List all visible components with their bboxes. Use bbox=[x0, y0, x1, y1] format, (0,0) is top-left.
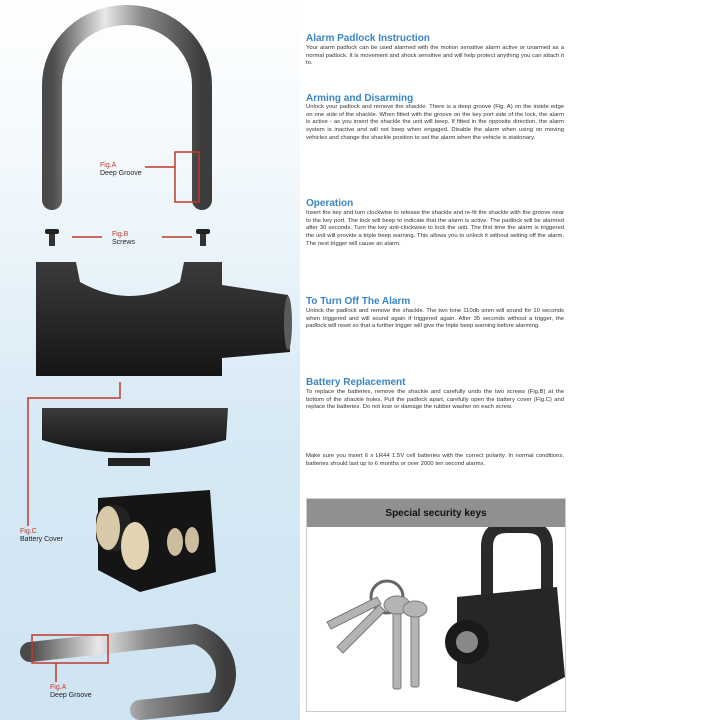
fig-c-text: Battery Cover bbox=[20, 536, 63, 543]
keys-photo bbox=[307, 527, 565, 711]
battery-note: Make sure you insert 6 x LR44 1.5V cell batteries with the correct polarity. In normal conditions, batteries should last up to 6 months or over 2000 ten second alarms. bbox=[306, 453, 564, 467]
screw-left bbox=[45, 229, 59, 246]
section-body-operation: Insert the key and turn clockwise to release the shackle and re-fit the shackle with the groove near to the key port. The lock will beep to indicate that the alarm is active. The padlock will be alarmed after 30 seconds. Turn the key anti-clockwise to lock the unit. The first time the alarm is triggered the unit will provide a triple beep warning. This allows you to unlock it without setting off the alarm. The next trigger will cause an alarm. bbox=[306, 210, 564, 247]
fig-a-tag: Fig.A bbox=[100, 162, 117, 169]
fig-a-label-bottom bbox=[50, 684, 92, 700]
fig-b-label bbox=[112, 231, 135, 247]
section-body-battery: To replace the batteries, remove the shackle and carefully undo the two screws (Fig.B) at the bottom of the shackle holes. Pull the padlock apart, carefully open the battery cover (Fig.C) and replace the batteries. Do not lose or damage the rubber washer on each screw. bbox=[306, 389, 564, 411]
section-title-instruction: Alarm Padlock Instruction bbox=[306, 33, 430, 44]
padlock-illustration-panel bbox=[0, 0, 300, 720]
fig-a-tag-bottom: Fig.A bbox=[50, 684, 67, 691]
lock-body-lower bbox=[42, 408, 228, 453]
screw-right bbox=[196, 229, 210, 246]
fig-a-text: Deep Groove bbox=[100, 170, 142, 177]
keys-icon bbox=[327, 596, 427, 689]
section-title-operation: Operation bbox=[306, 198, 354, 209]
section-title-turn-off: To Turn Off The Alarm bbox=[306, 296, 411, 307]
fig-b-text: Screws bbox=[112, 239, 135, 246]
fig-c-label bbox=[20, 528, 63, 544]
section-title-battery: Battery Replacement bbox=[306, 377, 406, 388]
batteries bbox=[96, 490, 216, 592]
padlock-exploded-view bbox=[0, 0, 300, 720]
security-keys-title: Special security keys bbox=[307, 499, 565, 527]
section-title-arming: Arming and Disarming bbox=[306, 93, 414, 104]
section-body-instruction: Your alarm padlock can be used alarmed with the motion sensitive alarm active or unarmed as a normal padlock. It is movement and shock sensitive and will help protect anything you can attach it to. bbox=[306, 45, 564, 67]
lock-body-upper bbox=[36, 262, 290, 376]
fig-a-label-top bbox=[100, 162, 142, 178]
fig-b-tag: Fig.B bbox=[112, 231, 129, 238]
fig-c-tag: Fig.C bbox=[20, 528, 37, 535]
section-body-turn-off: Unlock the padlock and remove the shackle. The two tone 110db siren will sound for 10 seconds when triggered and will sound again if triggered again. After 35 seconds without a trigger, the padlock will reset so that a further trigger will give the triple beep warning before alarming. bbox=[306, 308, 564, 330]
fig-a-text-bottom: Deep Groove bbox=[50, 692, 92, 699]
section-body-arming: Unlock your padlock and remove the shackle. There is a deep groove (Fig. A) on the inside edge on one side of the shackle. When fitted with the groove on the key port side of the lock, the alarm is active - as you insert the shackle the unit will beep. If fitted in the opposite direction, the alarm system is inactive and will not beep when engaged. Disable the alarm when using on moving vehicles and change the shackle position to set the alarm when the vehicle is stationary. bbox=[306, 104, 564, 141]
security-keys-box bbox=[306, 498, 566, 712]
